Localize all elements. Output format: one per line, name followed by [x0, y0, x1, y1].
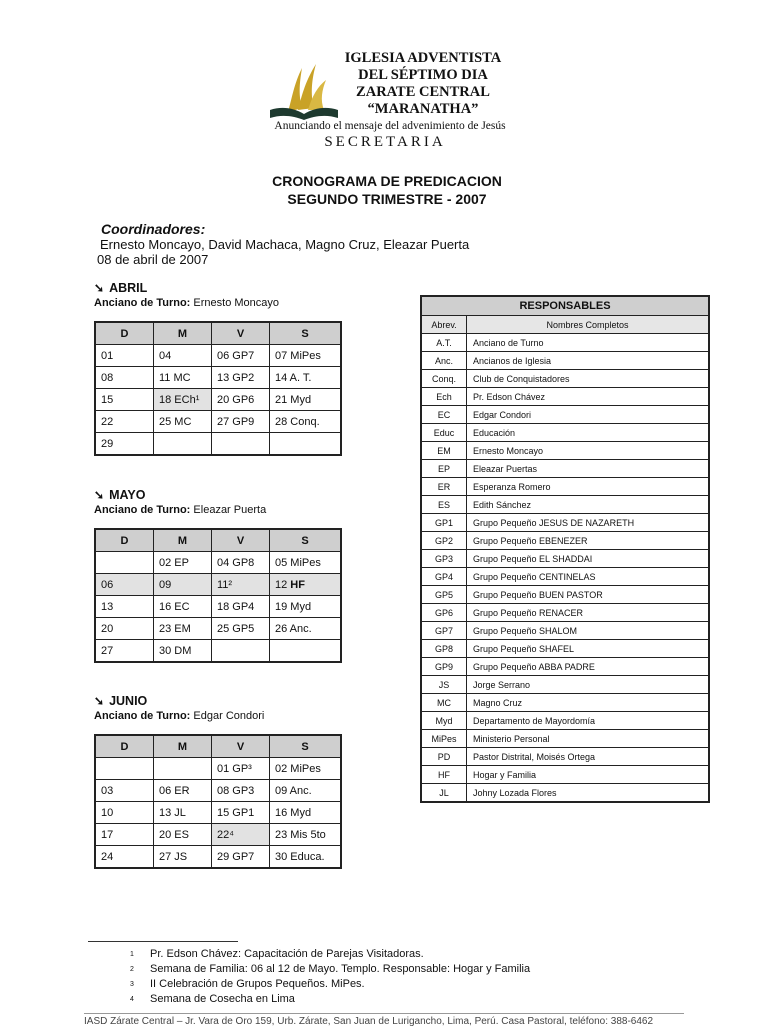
calendar-cell: 22⁴ — [212, 824, 270, 846]
department-name: SECRETARIA — [324, 134, 446, 150]
calendar-cell: 03 — [95, 780, 154, 802]
table-row — [95, 389, 341, 411]
abbreviation-cell: A.T. — [421, 334, 467, 352]
table-row — [95, 411, 341, 433]
calendar-cell: 05 MiPes — [270, 552, 342, 574]
table-row — [421, 424, 709, 442]
calendar-header-row — [95, 735, 341, 758]
month-block-junio — [94, 694, 342, 869]
arrow-down-right-icon: ➘ — [94, 281, 105, 295]
abbreviation-cell: EP — [421, 460, 467, 478]
calendar-header-cell: D — [95, 735, 154, 758]
calendar-cell: 06 GP7 — [212, 345, 270, 367]
calendar-header-cell: M — [154, 735, 212, 758]
calendar-header-cell: V — [212, 322, 270, 345]
col-names-header: Nombres Completos — [467, 316, 710, 334]
arrow-down-right-icon: ➘ — [94, 488, 105, 502]
calendar-cell: 27 — [95, 640, 154, 663]
table-row — [421, 748, 709, 766]
full-name-cell: Grupo Pequeño EBENEZER — [467, 532, 710, 550]
elder-name: Edgar Condori — [193, 710, 265, 722]
full-name-cell: Magno Cruz — [467, 694, 710, 712]
table-row — [421, 388, 709, 406]
calendar-cell: 04 GP8 — [212, 552, 270, 574]
calendar-cell: 18 GP4 — [212, 596, 270, 618]
elder-label: Anciano de Turno: — [94, 504, 191, 516]
footnote-text: Pr. Edson Chávez: Capacitación de Parejas Visitadoras. — [150, 948, 424, 960]
abbreviation-cell: GP1 — [421, 514, 467, 532]
full-name-cell: Club de Conquistadores — [467, 370, 710, 388]
calendar-cell: 25 GP5 — [212, 618, 270, 640]
calendar-cell: 27 GP9 — [212, 411, 270, 433]
abbreviation-cell: GP5 — [421, 586, 467, 604]
calendar-cell: 02 MiPes — [270, 758, 342, 780]
table-row — [421, 352, 709, 370]
abbreviation-cell: EC — [421, 406, 467, 424]
elder-on-duty — [94, 504, 342, 516]
calendar-cell: 19 Myd — [270, 596, 342, 618]
calendar-cell — [154, 433, 212, 456]
footnote — [130, 947, 530, 962]
full-name-cell: Edith Sánchez — [467, 496, 710, 514]
footnote-number: 4 — [130, 996, 134, 1003]
full-name-cell: Pastor Distrital, Moisés Ortega — [467, 748, 710, 766]
calendar-header-cell: D — [95, 322, 154, 345]
abbreviation-cell: ES — [421, 496, 467, 514]
full-name-cell: Ernesto Moncayo — [467, 442, 710, 460]
abbreviation-cell: GP4 — [421, 568, 467, 586]
full-name-cell: Grupo Pequeño SHAFEL — [467, 640, 710, 658]
table-row — [421, 658, 709, 676]
full-name-cell: Ministerio Personal — [467, 730, 710, 748]
calendar-table — [94, 321, 342, 456]
responsables-block — [420, 295, 710, 803]
table-row — [421, 406, 709, 424]
full-name-cell: Grupo Pequeño CENTINELAS — [467, 568, 710, 586]
abbreviation-cell: Conq. — [421, 370, 467, 388]
calendar-header-cell: S — [270, 322, 342, 345]
table-row — [421, 604, 709, 622]
table-row — [421, 334, 709, 352]
full-name-cell: Departamento de Mayordomía — [467, 712, 710, 730]
calendar-cell: 02 EP — [154, 552, 212, 574]
calendar-cell: 01 GP³ — [212, 758, 270, 780]
arrow-down-right-icon: ➘ — [94, 694, 105, 708]
month-title — [94, 488, 342, 502]
elder-on-duty — [94, 710, 342, 722]
full-name-cell: Anciano de Turno — [467, 334, 710, 352]
full-name-cell: Grupo Pequeño SHALOM — [467, 622, 710, 640]
table-row — [421, 784, 709, 803]
table-row — [421, 532, 709, 550]
calendar-cell: 29 — [95, 433, 154, 456]
month-name: MAYO — [109, 488, 146, 502]
elder-label: Anciano de Turno: — [94, 710, 191, 722]
church-line: “MARANATHA” — [367, 101, 479, 117]
col-abrev-header: Abrev. — [421, 316, 467, 334]
calendar-header-cell: V — [212, 529, 270, 552]
calendar-cell: 18 ECh¹ — [154, 389, 212, 411]
page-footer: IASD Zárate Central – Jr. Vara de Oro 159, Urb. Zárate, San Juan de Lurigancho, Lima, Perú. Casa Pastoral, teléfono: 388-6462 — [84, 1016, 654, 1027]
calendar-header-cell: D — [95, 529, 154, 552]
abbreviation-cell: GP8 — [421, 640, 467, 658]
month-title — [94, 281, 342, 295]
elder-label: Anciano de Turno: — [94, 297, 191, 309]
footnotes — [130, 947, 530, 1007]
abbreviation-cell: HF — [421, 766, 467, 784]
full-name-cell: Grupo Pequeño BUEN PASTOR — [467, 586, 710, 604]
elder-name: Eleazar Puerta — [193, 504, 267, 516]
church-line: IGLESIA ADVENTISTA — [344, 50, 502, 66]
table-row — [421, 496, 709, 514]
table-row — [421, 766, 709, 784]
full-name-cell: Grupo Pequeño ABBA PADRE — [467, 658, 710, 676]
calendar-cell: 15 GP1 — [212, 802, 270, 824]
calendar-cell — [95, 552, 154, 574]
footnote-text: Semana de Familia: 06 al 12 de Mayo. Templo. Responsable: Hogar y Familia — [150, 963, 531, 975]
calendar-table — [94, 528, 342, 663]
title-line-2: SEGUNDO TRIMESTRE - 2007 — [287, 191, 487, 207]
calendar-cell: 26 Anc. — [270, 618, 342, 640]
calendar-header-cell: S — [270, 735, 342, 758]
table-row — [421, 478, 709, 496]
abbreviation-cell: JL — [421, 784, 467, 803]
full-name-cell: Edgar Condori — [467, 406, 710, 424]
month-block-abril — [94, 281, 342, 456]
calendar-cell: 30 Educa. — [270, 846, 342, 869]
month-name: ABRIL — [109, 281, 148, 295]
calendar-cell: 13 GP2 — [212, 367, 270, 389]
calendar-cell — [270, 640, 342, 663]
calendar-cell: 23 Mis 5to — [270, 824, 342, 846]
coordinators-names: Ernesto Moncayo, David Machaca, Magno Cruz, Eleazar Puerta — [100, 237, 470, 252]
church-line: DEL SÉPTIMO DIA — [358, 67, 488, 83]
calendar-cell: 21 Myd — [270, 389, 342, 411]
calendar-cell: 14 A. T. — [270, 367, 342, 389]
church-name — [338, 50, 508, 118]
footnote-text: II Celebración de Grupos Pequeños. MiPes. — [150, 978, 365, 990]
month-name: JUNIO — [109, 694, 148, 708]
calendar-cell: 09 Anc. — [270, 780, 342, 802]
abbreviation-cell: Educ — [421, 424, 467, 442]
table-row — [421, 640, 709, 658]
calendar-cell: 15 — [95, 389, 154, 411]
calendar-cell — [212, 640, 270, 663]
elder-name: Ernesto Moncayo — [193, 297, 280, 309]
month-block-mayo — [94, 488, 342, 663]
abbreviation-cell: Anc. — [421, 352, 467, 370]
abbreviation-cell: PD — [421, 748, 467, 766]
footer-divider — [84, 1013, 684, 1014]
calendar-cell — [154, 758, 212, 780]
full-name-cell: Pr. Edson Chávez — [467, 388, 710, 406]
calendar-cell: 23 EM — [154, 618, 212, 640]
calendar-cell: 11² — [212, 574, 270, 596]
calendar-cell: 28 Conq. — [270, 411, 342, 433]
abbreviation-cell: GP3 — [421, 550, 467, 568]
table-row — [421, 586, 709, 604]
footnote — [130, 977, 530, 992]
calendar-cell: 20 ES — [154, 824, 212, 846]
calendar-cell: 08 GP3 — [212, 780, 270, 802]
abbreviation-cell: GP7 — [421, 622, 467, 640]
abbreviation-cell: JS — [421, 676, 467, 694]
calendar-cell: 16 EC — [154, 596, 212, 618]
footnote — [130, 992, 530, 1007]
calendar-cell: 09 — [154, 574, 212, 596]
abbreviation-cell: MC — [421, 694, 467, 712]
calendar-header-cell: M — [154, 529, 212, 552]
calendar-cell: 13 — [95, 596, 154, 618]
responsables-title: RESPONSABLES — [421, 296, 709, 316]
footnote-number: 1 — [130, 951, 134, 958]
calendar-cell: 01 — [95, 345, 154, 367]
full-name-cell: Hogar y Familia — [467, 766, 710, 784]
calendar-cell: 04 — [154, 345, 212, 367]
abbreviation-cell: MiPes — [421, 730, 467, 748]
calendar-header-row — [95, 322, 341, 345]
full-name-cell: Grupo Pequeño RENACER — [467, 604, 710, 622]
church-line: ZARATE CENTRAL — [356, 84, 490, 100]
elder-on-duty — [94, 297, 342, 309]
calendar-cell: 10 — [95, 802, 154, 824]
calendar-cell: 25 MC — [154, 411, 212, 433]
full-name-cell: Grupo Pequeño EL SHADDAI — [467, 550, 710, 568]
footnote-divider — [88, 941, 238, 942]
calendar-cell: 13 JL — [154, 802, 212, 824]
table-row — [95, 433, 341, 456]
full-name-cell: Educación — [467, 424, 710, 442]
table-row — [95, 758, 341, 780]
table-row — [421, 712, 709, 730]
abbreviation-cell: ER — [421, 478, 467, 496]
title-line-1: CRONOGRAMA DE PREDICACION — [272, 173, 502, 189]
calendar-cell: 24 — [95, 846, 154, 869]
calendar-cell: 16 Myd — [270, 802, 342, 824]
calendar-cell: 22 — [95, 411, 154, 433]
table-row — [95, 780, 341, 802]
calendar-table — [94, 734, 342, 869]
footnote-number: 3 — [130, 981, 134, 988]
abbreviation-cell: GP9 — [421, 658, 467, 676]
table-row — [421, 442, 709, 460]
table-row — [95, 574, 341, 596]
table-row — [421, 550, 709, 568]
table-row — [421, 568, 709, 586]
table-row — [95, 640, 341, 663]
full-name-cell: Eleazar Puertas — [467, 460, 710, 478]
calendar-cell: 20 — [95, 618, 154, 640]
table-row — [421, 460, 709, 478]
abbreviation-cell: Myd — [421, 712, 467, 730]
responsables-table — [420, 295, 710, 803]
calendar-cell — [212, 433, 270, 456]
calendar-header-cell: M — [154, 322, 212, 345]
table-row — [95, 596, 341, 618]
table-row — [421, 370, 709, 388]
calendar-cell: 08 — [95, 367, 154, 389]
abbreviation-cell: GP6 — [421, 604, 467, 622]
calendar-header-cell: S — [270, 529, 342, 552]
table-row — [95, 345, 341, 367]
table-row — [95, 846, 341, 869]
table-row — [421, 622, 709, 640]
footnote — [130, 962, 530, 977]
table-row — [421, 694, 709, 712]
church-logo — [268, 50, 340, 122]
calendar-cell: 30 DM — [154, 640, 212, 663]
table-row — [95, 367, 341, 389]
abbreviation-cell: EM — [421, 442, 467, 460]
table-row — [421, 514, 709, 532]
calendar-header-cell: V — [212, 735, 270, 758]
full-name-cell: Esperanza Romero — [467, 478, 710, 496]
calendar-cell: 20 GP6 — [212, 389, 270, 411]
calendar-cell — [95, 758, 154, 780]
full-name-cell: Johny Lozada Flores — [467, 784, 710, 803]
table-row — [421, 676, 709, 694]
calendar-cell: 29 GP7 — [212, 846, 270, 869]
calendar-cell: 06 ER — [154, 780, 212, 802]
abbreviation-cell: Ech — [421, 388, 467, 406]
table-row — [95, 802, 341, 824]
calendar-cell: 11 MC — [154, 367, 212, 389]
abbreviation-cell: GP2 — [421, 532, 467, 550]
tagline: Anunciando el mensaje del advenimiento de Jesús — [274, 120, 506, 132]
calendar-cell: 06 — [95, 574, 154, 596]
calendar-cell: 17 — [95, 824, 154, 846]
full-name-cell: Jorge Serrano — [467, 676, 710, 694]
table-row — [421, 730, 709, 748]
full-name-cell: Ancianos de Iglesia — [467, 352, 710, 370]
page-title — [200, 172, 574, 208]
footnote-number: 2 — [130, 966, 134, 973]
calendar-cell: 12 HF — [270, 574, 342, 596]
calendar-cell: 27 JS — [154, 846, 212, 869]
month-title — [94, 694, 342, 708]
table-row — [95, 824, 341, 846]
calendar-cell — [270, 433, 342, 456]
document-date: 08 de abril de 2007 — [97, 252, 209, 267]
table-row — [95, 618, 341, 640]
table-row — [95, 552, 341, 574]
footnote-text: Semana de Cosecha en Lima — [150, 993, 295, 1005]
calendar-cell: 07 MiPes — [270, 345, 342, 367]
coordinators-label: Coordinadores: — [101, 221, 206, 237]
full-name-cell: Grupo Pequeño JESUS DE NAZARETH — [467, 514, 710, 532]
calendar-header-row — [95, 529, 341, 552]
